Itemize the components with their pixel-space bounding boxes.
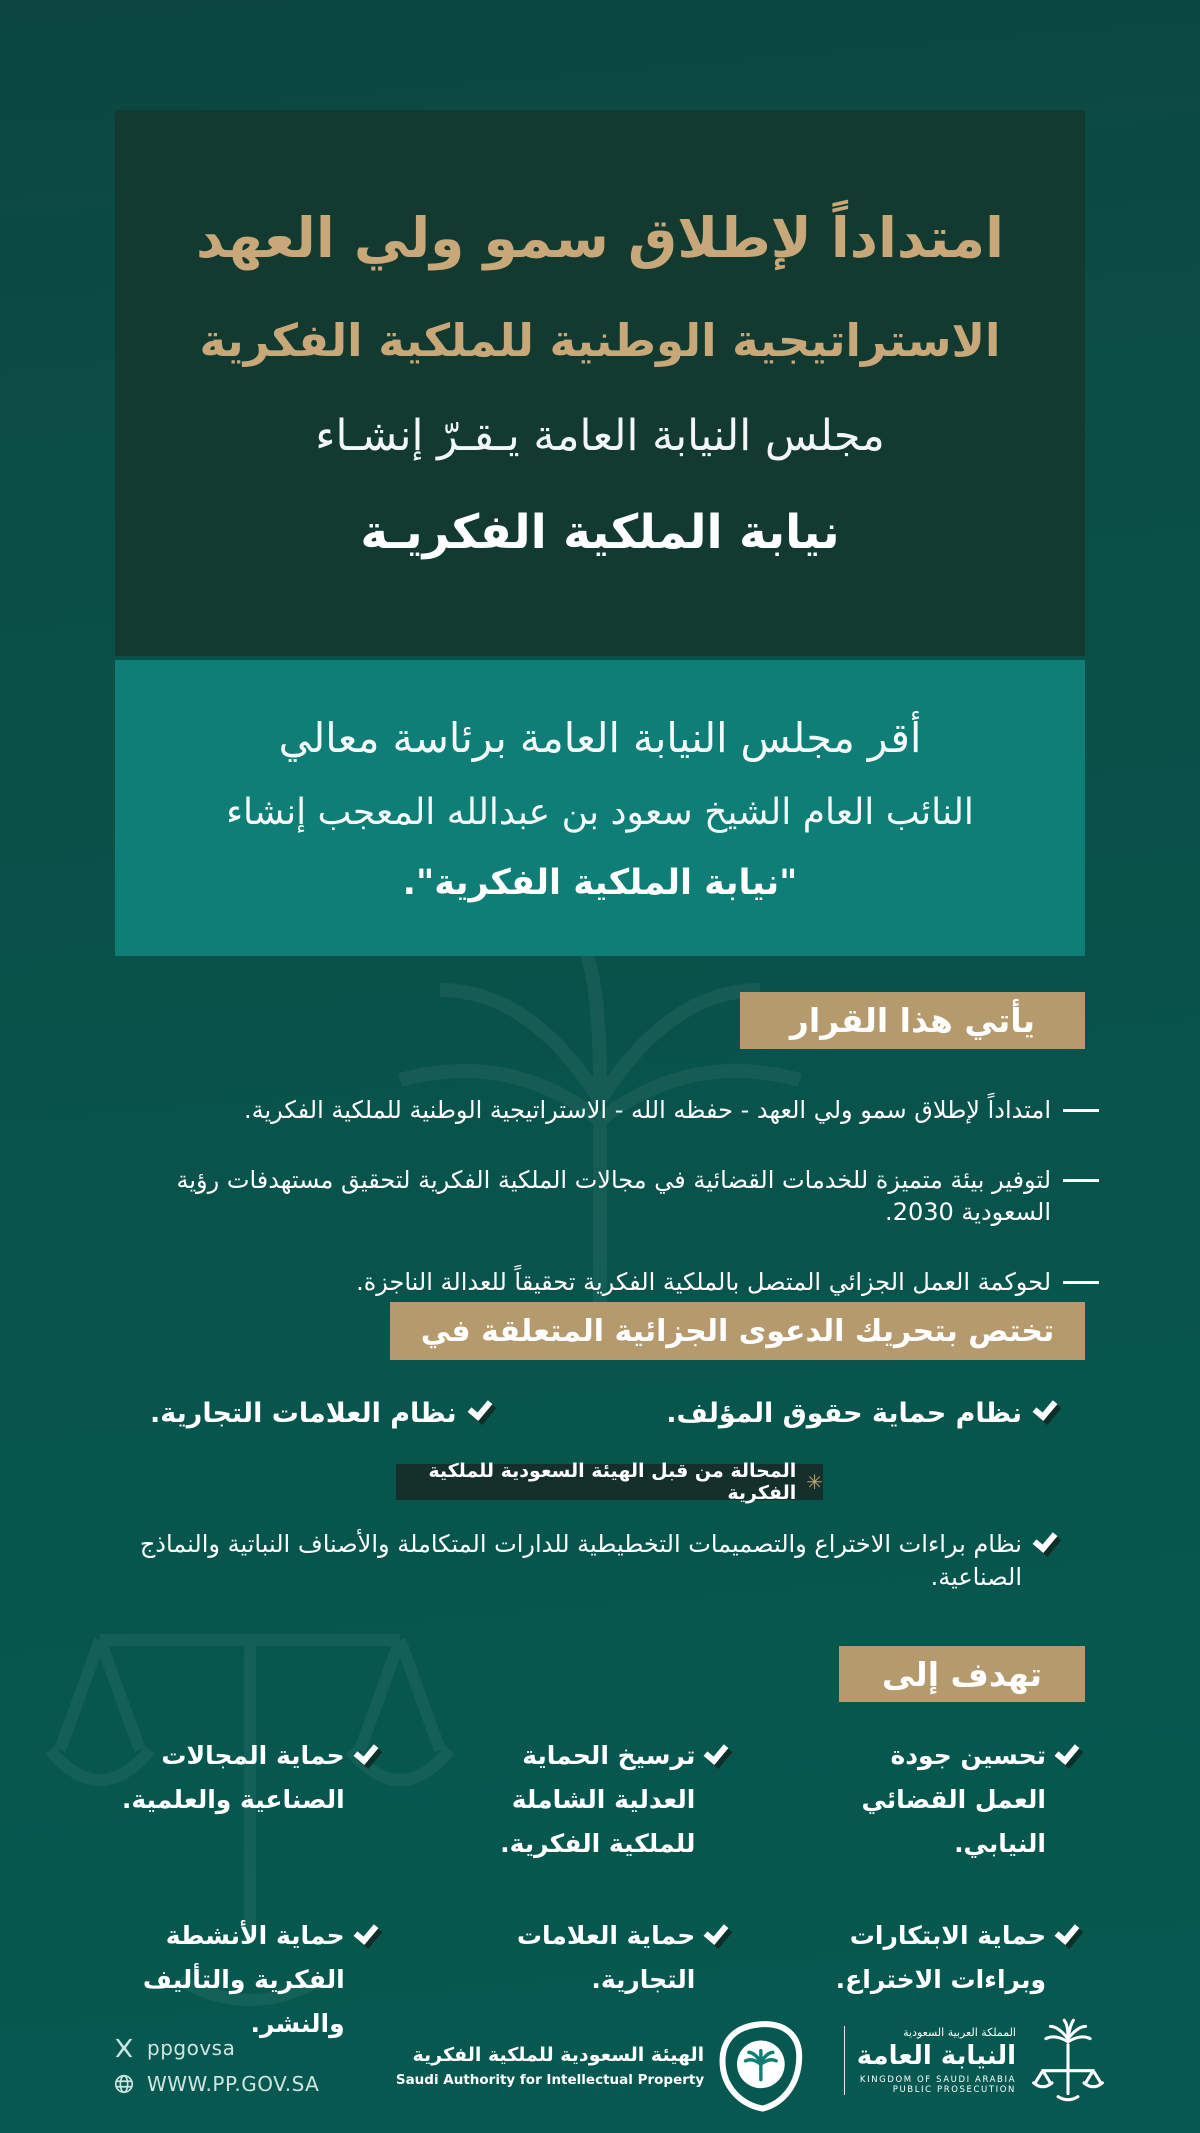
goal-text: تحسين جودة العمل القضائي النيابي. <box>861 1741 1046 1858</box>
pp-logo-text <box>844 2026 1016 2095</box>
goals-grid <box>100 1734 1082 2046</box>
pp-name-ar: النيابة العامة <box>856 2040 1016 2071</box>
list-item <box>666 1396 1060 1432</box>
bullet-text: امتداداً لإطلاق سمو ولي العهد - حفظه الله - الاستراتيجية الوطنية للملكية الفكرية. <box>243 1096 1051 1124</box>
bullet-text: لتوفير بيئة متميزة للخدمات القضائية في مجالات الملكية الفكرية لتحقيق مستهدفات رؤية السعودية 2030. <box>176 1166 1051 1226</box>
check-icon <box>1032 1396 1060 1426</box>
referral-note-text: المحالة من قبل الهيئة السعودية للملكية الفكرية <box>428 1460 797 1504</box>
website-url[interactable]: WWW.PP.GOV.SA <box>147 2072 320 2096</box>
check-icon <box>353 1740 381 1770</box>
section-title-goals: تهدف إلى <box>839 1646 1085 1702</box>
footer <box>0 2012 1200 2122</box>
saip-name-en: Saudi Authority for Intellectual Property <box>395 2072 705 2088</box>
list-item <box>115 1164 1085 1228</box>
check-icon <box>353 1920 381 1950</box>
pp-country-ar: المملكة العربية السعودية <box>903 2025 1016 2039</box>
referral-note-badge <box>396 1460 823 1504</box>
check-icon <box>1032 1528 1060 1558</box>
item-text: نظام براءات الاختراع والتصميمات التخطيطية للدارات المتكاملة والأصناف النباتية والنماذج الصناعية. <box>139 1530 1022 1591</box>
list-item <box>801 1734 1082 1866</box>
item-text: نظام العلامات التجارية. <box>150 1398 457 1429</box>
check-icon <box>1054 1740 1082 1770</box>
announcement-panel <box>115 660 1085 956</box>
announcement-line3: "نيابة الملكية الفكرية". <box>402 862 798 903</box>
website-row[interactable] <box>113 2072 319 2096</box>
item-text: نظام حماية حقوق المؤلف. <box>666 1398 1022 1429</box>
globe-icon <box>113 2073 135 2095</box>
list-item <box>115 1528 1060 1594</box>
twitter-row[interactable] <box>113 2036 319 2060</box>
list-item <box>150 1396 495 1432</box>
check-icon <box>1054 1920 1082 1950</box>
decision-bullet-list <box>115 1094 1085 1298</box>
asterisk-icon: ✳ <box>806 1470 823 1494</box>
list-item <box>115 1094 1085 1126</box>
check-icon <box>703 1920 731 1950</box>
saip-name-ar: الهيئة السعودية للملكية الفكرية <box>412 2044 705 2066</box>
announcement-line1: أقر مجلس النيابة العامة برئاسة معالي <box>278 713 922 762</box>
dash-bullet-icon <box>1063 1281 1099 1284</box>
saip-logo-text <box>396 2044 704 2088</box>
public-prosecution-logo <box>844 2014 1110 2106</box>
announcement-line2: النائب العام الشيخ سعود بن عبدالله المعجب إنشاء <box>226 791 974 833</box>
goal-text: حماية المجالات الصناعية والعلمية. <box>121 1741 345 1814</box>
x-twitter-icon <box>113 2037 135 2059</box>
check-icon <box>703 1740 731 1770</box>
jurisdiction-wide-item <box>115 1528 1060 1594</box>
pp-country-en: KINGDOM OF SAUDI ARABIA <box>859 2074 1016 2085</box>
jurisdiction-items-row <box>150 1396 1060 1432</box>
dash-bullet-icon <box>1063 1179 1099 1182</box>
hero-subtitle: مجلس النيابة العامة يـقـرّ إنشـاء <box>315 411 885 461</box>
goal-text: حماية الأنشطة الفكرية والتأليف والنشر. <box>142 1921 345 2038</box>
pp-palm-scales-icon <box>1026 2014 1110 2106</box>
saip-shield-icon <box>718 2020 804 2112</box>
dash-bullet-icon <box>1063 1109 1099 1112</box>
list-item <box>451 1734 732 1866</box>
hero-panel <box>115 110 1085 656</box>
list-item <box>115 1266 1085 1298</box>
twitter-handle[interactable]: ppgovsa <box>147 2036 236 2060</box>
goal-text: حماية الابتكارات وبراءات الاختراع. <box>835 1921 1046 1994</box>
saip-logo <box>396 2020 804 2112</box>
list-item <box>100 1734 381 1866</box>
goal-text: ترسيخ الحماية العدلية الشاملة للملكية الفكرية. <box>500 1741 696 1858</box>
check-icon <box>467 1396 495 1426</box>
goal-text: حماية العلامات التجارية. <box>516 1921 696 1994</box>
hero-title-line2: الاستراتيجية الوطنية للملكية الفكرية <box>199 314 1001 367</box>
hero-entity-name: نيابة الملكية الفكريـة <box>360 505 840 560</box>
pp-name-en: PUBLIC PROSECUTION <box>892 2084 1016 2095</box>
section-title-jurisdiction: تختص بتحريك الدعوى الجزائية المتعلقة في <box>390 1302 1085 1360</box>
section-title-decision: يأتي هذا القرار <box>740 992 1085 1049</box>
social-links <box>113 2036 319 2108</box>
hero-title-line1: امتداداً لإطلاق سمو ولي العهد <box>196 206 1004 270</box>
bullet-text: لحوكمة العمل الجزائي المتصل بالملكية الفكرية تحقيقاً للعدالة الناجزة. <box>356 1268 1051 1296</box>
